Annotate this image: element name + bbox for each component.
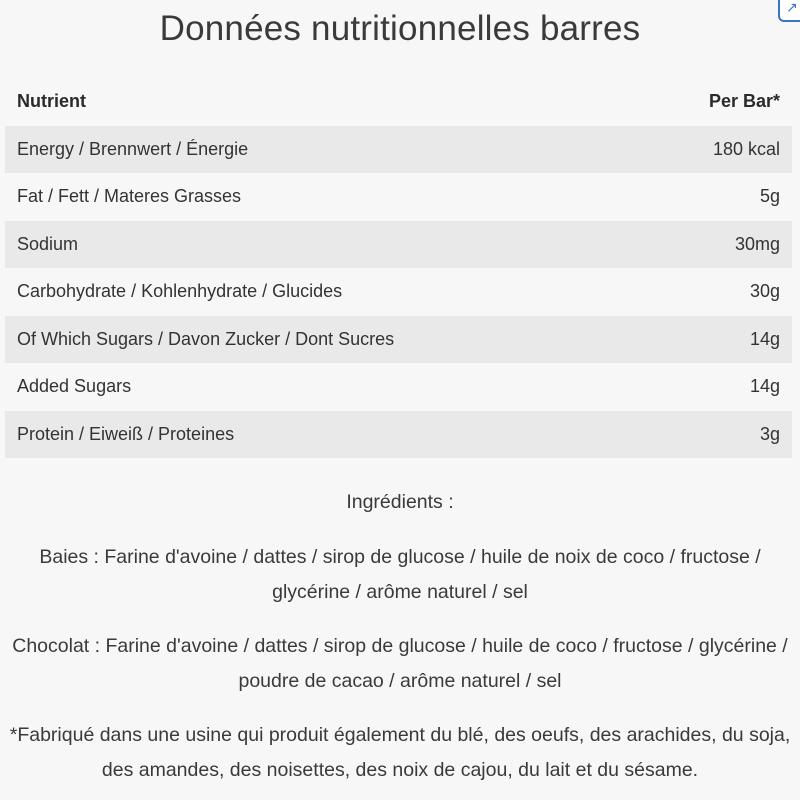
nutrient-value: 180 kcal bbox=[712, 138, 780, 159]
ingredients-heading: Ingrédients : bbox=[346, 491, 454, 513]
table-row bbox=[5, 411, 792, 459]
external-link-icon: ↗ bbox=[786, 0, 798, 15]
nutrient-value: 14g bbox=[749, 376, 780, 397]
allergen-note: *Fabriqué dans une usine qui produit également du blé, des oeufs, des arachides, du soja, des amandes, des noisettes, des noix de cajou, du lait et du sésame. bbox=[9, 724, 791, 781]
nutrient-value: 30mg bbox=[734, 233, 780, 254]
ingredients-baies: Baies : Farine d'avoine / dattes / sirop de glucose / huile de noix de coco / fructose / glycérine / arôme naturel / sel bbox=[39, 546, 761, 603]
nutrient-name: Energy / Brennwert / Énergie bbox=[17, 138, 249, 159]
nutrient-name: Added Sugars bbox=[17, 376, 132, 397]
page-title: Données nutritionnelles barres bbox=[159, 9, 641, 48]
table-row bbox=[5, 363, 792, 411]
header-per-bar: Per Bar* bbox=[708, 91, 780, 112]
ingredients-chocolat: Chocolat : Farine d'avoine / dattes / sirop de glucose / huile de coco / fructose / glycérine / poudre de cacao / arôme naturel / sel bbox=[12, 635, 788, 692]
nutrient-value: 3g bbox=[759, 423, 780, 444]
nutrient-value: 5g bbox=[759, 186, 780, 207]
ingredients-section bbox=[0, 485, 800, 800]
nutrient-value: 30g bbox=[749, 281, 780, 302]
table-row bbox=[5, 268, 792, 316]
nutrient-name: Protein / Eiweiß / Proteines bbox=[17, 423, 235, 444]
table-row bbox=[5, 126, 792, 174]
table-row bbox=[5, 221, 792, 269]
table-row bbox=[5, 316, 792, 364]
table-header-row bbox=[5, 78, 792, 126]
nutrition-table bbox=[5, 78, 792, 458]
nutrient-value: 14g bbox=[749, 328, 780, 349]
nutrient-name: Of Which Sugars / Davon Zucker / Dont Sucres bbox=[17, 328, 395, 349]
nutrient-name: Fat / Fett / Materes Grasses bbox=[17, 186, 242, 207]
table-row bbox=[5, 173, 792, 221]
nutrient-name: Sodium bbox=[17, 233, 79, 254]
external-link-button[interactable] bbox=[778, 0, 800, 22]
nutrient-name: Carbohydrate / Kohlenhydrate / Glucides bbox=[17, 281, 343, 302]
header-nutrient: Nutrient bbox=[17, 91, 86, 112]
